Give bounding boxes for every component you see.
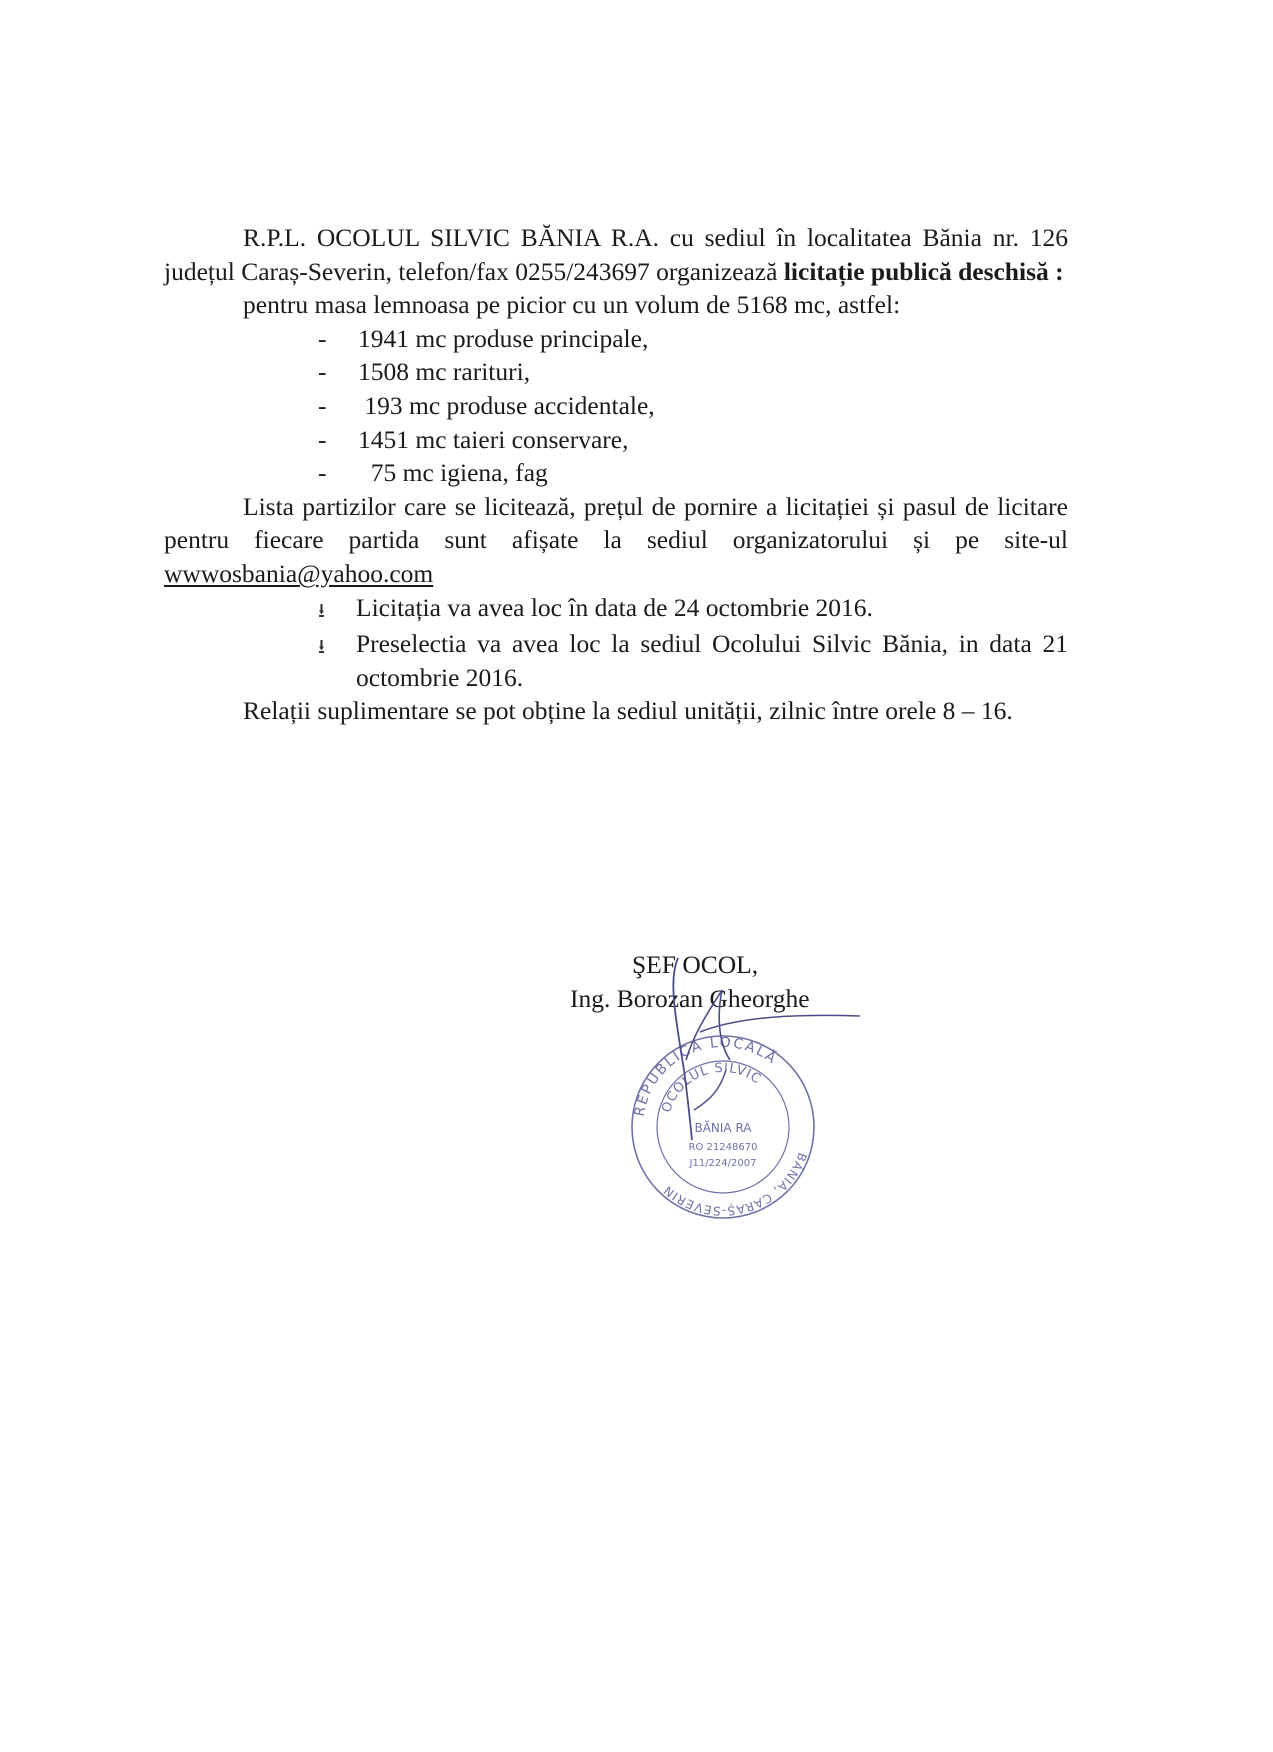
- site-link[interactable]: wwwosbania@yahoo.com: [164, 558, 434, 588]
- stamp-outer-text: REPUBLICA LOCALĂ: [631, 1034, 781, 1118]
- lots-text: Lista partizilor care se licitează, prețul de pornire a licitației și pasul de licitare pentru fiecare partida sunt afișate la sediul organizatorului și pe site-ul: [164, 491, 1068, 555]
- stamp-inner-sub: BĂNIA RA: [694, 1121, 752, 1135]
- announcement-body: [164, 221, 1068, 728]
- auction-date-text: Licitația va avea loc în data de 24 octombrie 2016.: [356, 592, 873, 622]
- list-item-text: 1451 mc taieri conservare,: [358, 424, 629, 454]
- auction-type: licitație publică deschisă :: [783, 256, 1064, 286]
- list-item-text: 75 mc igiena, fag: [358, 458, 548, 488]
- lots-paragraph: [164, 490, 1068, 591]
- signer-title: ŞEF OCOL,: [632, 950, 759, 979]
- volume-breakdown-list: [164, 322, 1068, 490]
- list-item: - 1941 mc produse principale,: [318, 322, 1068, 356]
- down-arrow-bullet-icon: ⭳: [318, 597, 325, 622]
- stamp-inner-text: OCOLUL SILVIC: [659, 1060, 764, 1115]
- list-item: - 193 mc produse accidentale,: [318, 389, 1068, 423]
- handwritten-signature: [650, 950, 890, 1150]
- intro-text: R.P.L. OCOLUL SILVIC BĂNIA R.A. cu sediul în localitatea Bănia nr. 126 județul Caraș-Severin, telefon/fax 0255/243697 organizează: [164, 223, 1068, 286]
- volume-line: pentru masa lemnoasa pe picior cu un volum de 5168 mc, astfel:: [243, 290, 901, 320]
- dates-list: [164, 591, 1068, 695]
- preselection-date-text: Preselectia va avea loc la sediul Ocolului Silvic Bănia, in data 21 octombrie 2016.: [356, 629, 1068, 692]
- stamp-reg: J11/224/2007: [689, 1158, 757, 1169]
- list-item: - 75 mc igiena, fag: [318, 456, 1068, 490]
- intro-paragraph: [164, 221, 1068, 288]
- list-item: [318, 591, 1068, 628]
- list-item: - 1508 mc rarituri,: [318, 355, 1068, 389]
- stamp-outer-left-text: BĂNIA, CARAȘ-SEVERIN: [660, 1150, 810, 1219]
- list-item: [318, 627, 1068, 694]
- signer-name: Ing. Borozan Gheorghe: [570, 983, 810, 1013]
- list-item: - 1451 mc taieri conservare,: [318, 423, 1068, 457]
- stamp-code: RO 21248670: [688, 1142, 758, 1153]
- info-paragraph: Relații suplimentare se pot obține la sediul unității, zilnic între orele 8 – 16.: [243, 696, 1013, 726]
- list-item-text: 193 mc produse accidentale,: [358, 390, 655, 420]
- list-item-text: 1941 mc produse principale,: [358, 323, 649, 353]
- down-arrow-bullet-icon: ⭳: [318, 634, 325, 659]
- list-item-text: 1508 mc rarituri,: [358, 357, 531, 387]
